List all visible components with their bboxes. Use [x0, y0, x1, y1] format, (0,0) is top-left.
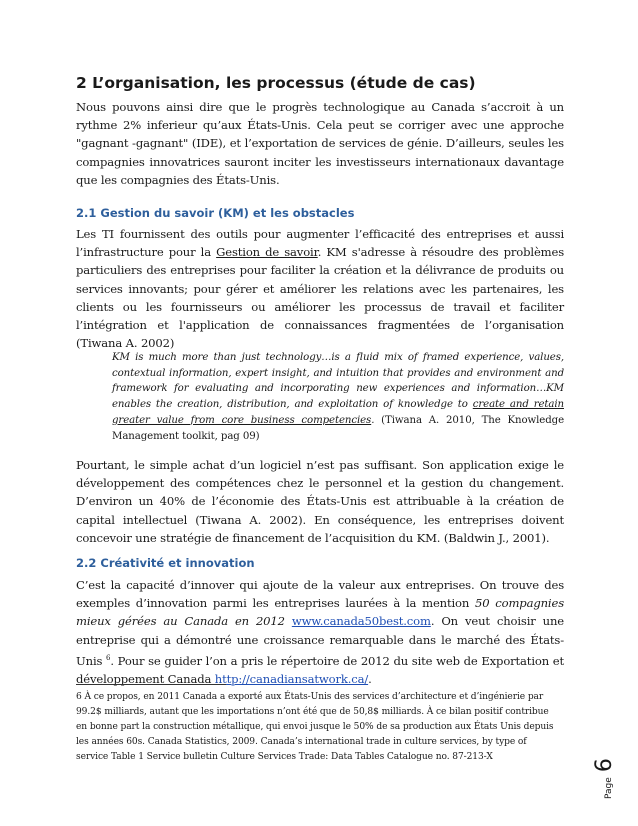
- quote-citation: (Tiwana A. 2010, The Knowledge Management toolkit, pag 09): [112, 414, 564, 442]
- paragraph-km: [76, 225, 564, 352]
- section-heading-2-1: 2.1 Gestion du savoir (KM) et les obstacles: [76, 206, 355, 220]
- innovation-text: C’est la capacité d’innover qui ajoute de la valeur aux entreprises. On trouve des exemples d’innovation parmi les entreprises laurées à la mention: [76, 578, 564, 611]
- innovation-text-3: . Pour se guider l’on a pris le répertoire de 2012 du site web de Exportation et développement Canada: [76, 653, 564, 686]
- footnote: 6 À ce propos, en 2011 Canada a exporté aux États-Unis des services d’architecture et d’ingénierie par 99.2$ milliards, autant que les importations n’ont été que de 50,8$ milliards. À ce bilan positif contribue en bonne part la construction métallique, qui envoi jusque le 50% de sa production aux États Unis depuis les années 60s. Canada Statistics, 2009. Canada’s international trade in culture services, by type of service Table 1 Service bulletin Culture Services Trade: Data Tables Catalogue no. 87-213-X: [76, 692, 554, 762]
- innovation-space: [285, 614, 292, 628]
- page-label: Page: [604, 777, 614, 799]
- quote-underlined-text: create and retain greater value from core business competencies: [112, 399, 564, 426]
- page-number-block: [592, 745, 632, 799]
- innovation-text-end: .: [368, 671, 372, 686]
- footnote-ref[interactable]: 6: [106, 653, 111, 662]
- footnote-separator: [76, 684, 226, 685]
- paragraph-intro: Nous pouvons ainsi dire que le progrès technologique au Canada s’accroit à un rythme 2% inferieur qu’aux États-Unis. Cela peut se corriger avec une approche "gagnant -gagnant" (IDE), et l’exportation de services de génie. D’ailleurs, seules les compagnies innovatrices sauront inciter les investisseurs internationaux davantage que les compagnies des États-Unis.: [76, 100, 564, 187]
- paragraph-km-text-end: . KM s'adresse à résoudre des problèmes particuliers des entreprises pour faciliter la création et la délivrance de produits ou services innovants; pour gérer et améliorer les relations avec les partenaires, les clients ou les fournisseurs ou améliorer les processus de travail et faciliter l’intégration et l'application de connaissances fragmentées de l’organisation (Tiwana A. 2002): [76, 245, 565, 351]
- gestion-de-savoir-link[interactable]: Gestion de savoir: [216, 245, 318, 260]
- page-number: 6: [592, 758, 617, 773]
- block-quote: [112, 350, 564, 444]
- paragraph-pourtant: Pourtant, le simple achat d’un logiciel n’est pas suffisant. Son application exige le développement des compétences chez le personnel et la gestion du changement. D’environ un 40% de l’économie des États-Unis est attribuable à la création de capital intellectuel (Tiwana A. 2002). En conséquence, les entreprises doivent concevoir une stratégie de financement de l’acquisition du KM. (Baldwin J., 2001).: [76, 458, 564, 545]
- section-heading-2-2: 2.2 Créativité et innovation: [76, 556, 255, 570]
- canadiansatwork-link[interactable]: http://canadiansatwork.ca/: [214, 671, 369, 686]
- paragraph-innovation: [76, 576, 564, 688]
- quote-text: KM is much more than just technology…is a fluid mix of framed experience, values, contextual information, expert insight, and intuition that provides and environment and framework for evaluating and incorporating new experiences and information…KM enables the creation, distribution, and exploitation of knowledge to: [112, 352, 564, 411]
- paragraph-km-text: Les TI fournissent des outils pour augmenter l’efficacité des entreprises et aussi l’infrastructure pour la: [76, 227, 564, 260]
- innovation-text-2: . On veut choisir une entreprise qui a démontré une croissance remarquable dans le marché des États-Unis: [76, 614, 564, 668]
- quote-text-end: .: [371, 414, 375, 426]
- section-heading-2: 2 L’organisation, les processus (étude de cas): [76, 74, 476, 92]
- canada50best-link[interactable]: www.canada50best.com: [291, 614, 431, 629]
- innovation-italic: 50 compagnies mieux gérées au Canada en 2012: [76, 596, 564, 629]
